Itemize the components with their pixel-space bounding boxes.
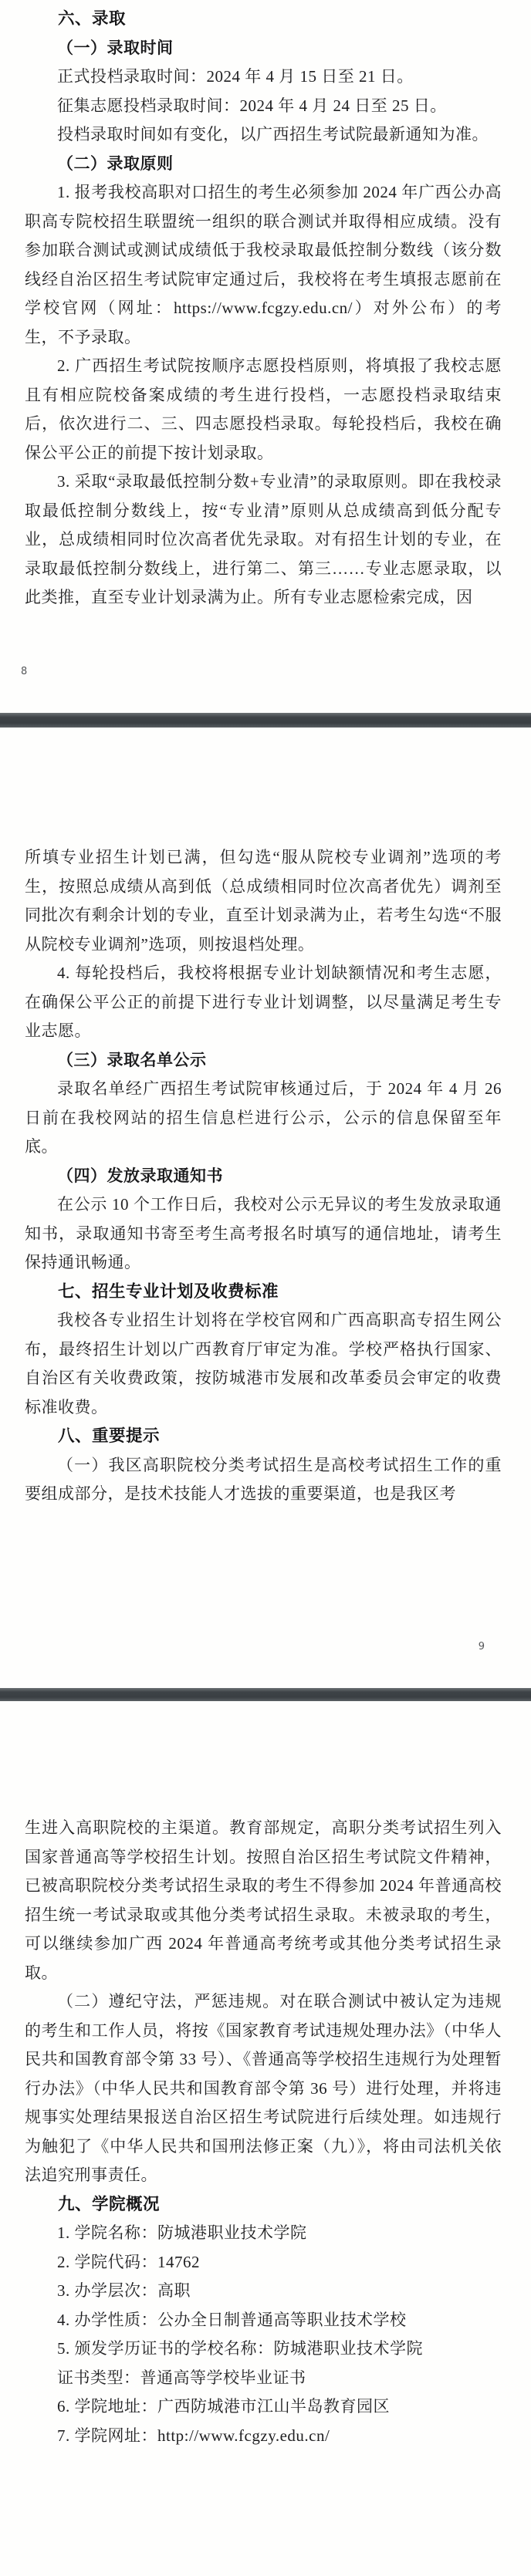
text-block: 正式投档录取时间：2024 年 4 月 15 日至 21 日。 bbox=[57, 67, 414, 86]
text-block: 1. 报考我校高职对口招生的考生必须参加 2024 年广西公办高职高专院校招生联盟统一组织的联合测试并取得相应成绩。没有参加联合测试或测试成绩低于我校录取最低控制分数线（该分数线经自治区招生考试院审定通过后，我校将在考生填报志愿前在学校官网（网址：https://www.fcgzy.edu.cn/）对外公布）的考生，不予录取。 bbox=[25, 183, 502, 346]
text-block: 5. 颁发学历证书的学校名称：防城港职业技术学院 bbox=[57, 2339, 423, 2358]
text-block: 在公示 10 个工作日后，我校对公示无异议的考生发放录取通知书，录取通知书寄至考生高考报名时填写的通信地址，请考生保持通讯畅通。 bbox=[25, 1195, 502, 1271]
text-block: 4. 办学性质：公办全日制普通高等职业技术学校 bbox=[57, 2310, 407, 2329]
text-block: 3. 办学层次：高职 bbox=[57, 2281, 191, 2300]
document-page-8 bbox=[0, 0, 531, 713]
text-block: 所填专业招生计划已满，但勾选“服从院校专业调剂”选项的考生，按照总成绩从高到低（总成绩相同时位次高者优先）调剂至同批次有剩余计划的专业，直至计划录满为止，若考生勾选“不服从院校专业调剂”选项，则按退档处理。 bbox=[25, 848, 502, 954]
text-block: 1. 学院名称：防城港职业技术学院 bbox=[57, 2223, 307, 2242]
text-block: 证书类型：普通高等学校毕业证书 bbox=[57, 2368, 306, 2387]
text-block: 七、招生专业计划及收费标准 bbox=[58, 1281, 279, 1301]
text-block: 6. 学院地址：广西防城港市江山半岛教育园区 bbox=[57, 2397, 390, 2416]
text-block: 生进入高职院校的主渠道。教育部规定，高职分类考试招生列入国家普通高等学校招生计划。按照自治区招生考试院文件精神，已被高职院校分类考试招生录取的考生不得参加 2024 年普通高校招生统一考试录取或其他分类考试招生录取。未被录取的考生，可以继续参加广西 2024 年普通高考统考或其他分类考试招生录取。 bbox=[25, 1818, 502, 1982]
page-number-9: 9 bbox=[478, 1641, 485, 1653]
text-block: 4. 每轮投档后，我校将根据专业计划缺额情况和考生志愿，在确保公平公正的前提下进行专业计划调整，以尽量满足考生专业志愿。 bbox=[25, 964, 502, 1040]
page-separator-bar bbox=[0, 713, 531, 728]
text-block: （四）发放录取通知书 bbox=[57, 1166, 223, 1185]
text-block: 3. 采取“录取最低控制分数+专业清”的录取原则。即在我校录取最低控制分数线上，按“专业清”原则从总成绩高到低分配专业，总成绩相同时位次高者优先录取。对有招生计划的专业，在录取最低控制分数线上，进行第二、第三……专业志愿录取，以此类推，直至专业计划录满为止。所有专业志愿检索完成，因 bbox=[25, 472, 502, 606]
text-block: （二）录取原则 bbox=[57, 154, 174, 173]
text-block: （一）我区高职院校分类考试招生是高校考试招生工作的重要组成部分，是技术技能人才选拔的重要渠道，也是我区考 bbox=[25, 1455, 502, 1503]
page-separator-bar bbox=[0, 1688, 531, 1701]
text-block: 投档录取时间如有变化，以广西招生考试院最新通知为准。 bbox=[57, 125, 489, 143]
text-block: 八、重要提示 bbox=[58, 1426, 161, 1445]
page-number-8: 8 bbox=[21, 666, 28, 677]
page-10-text bbox=[0, 1814, 531, 2450]
page-9-text bbox=[0, 843, 531, 1509]
text-block: 六、录取 bbox=[58, 9, 127, 28]
text-block: （一）录取时间 bbox=[57, 38, 174, 57]
text-block: 2. 广西招生考试院按顺序志愿投档原则，将填报了我校志愿且有相应院校备案成绩的考生进行投档，一志愿投档录取结束后，依次进行二、三、四志愿投档录取。每轮投档后，我校在确保公平公正的前提下按计划录取。 bbox=[25, 356, 502, 462]
text-block: 我校各专业招生计划将在学校官网和广西高职高专招生网公布，最终招生计划以广西教育厅审定为准。学校严格执行国家、自治区有关收费政策，按防城港市发展和改革委员会审定的收费标准收费。 bbox=[25, 1311, 502, 1416]
text-block: 录取名单经广西招生考试院审核通过后，于 2024 年 4 月 26 日前在我校网站的招生信息栏进行公示，公示的信息保留至年底。 bbox=[25, 1079, 502, 1156]
text-block: （二）遵纪守法，严惩违规。对在联合测试中被认定为违规的考生和工作人员，将按《国家教育考试违规处理办法》（中华人民共和国教育部令第 33 号）、《普通高等学校招生违规行为处理暂行办法》（中华人民共和国教育部令第 36 号）进行处理，并将违规事实处理结果报送自治区招生考试院进行后续处理。如违规行为触犯了《中华人民共和国刑法修正案（九）》，将由司法机关依法追究刑事责任。 bbox=[25, 1992, 502, 2184]
document-page-10 bbox=[0, 1701, 531, 2576]
text-block: 2. 学院代码：14762 bbox=[57, 2252, 200, 2271]
text-block: （三）录取名单公示 bbox=[57, 1050, 207, 1069]
page-8-text bbox=[0, 5, 531, 613]
text-block: 九、学院概况 bbox=[58, 2194, 161, 2213]
document-page-9 bbox=[0, 728, 531, 1688]
text-block: 征集志愿投档录取时间：2024 年 4 月 24 日至 25 日。 bbox=[57, 96, 447, 115]
text-block: 7. 学院网址：http://www.fcgzy.edu.cn/ bbox=[57, 2426, 330, 2445]
